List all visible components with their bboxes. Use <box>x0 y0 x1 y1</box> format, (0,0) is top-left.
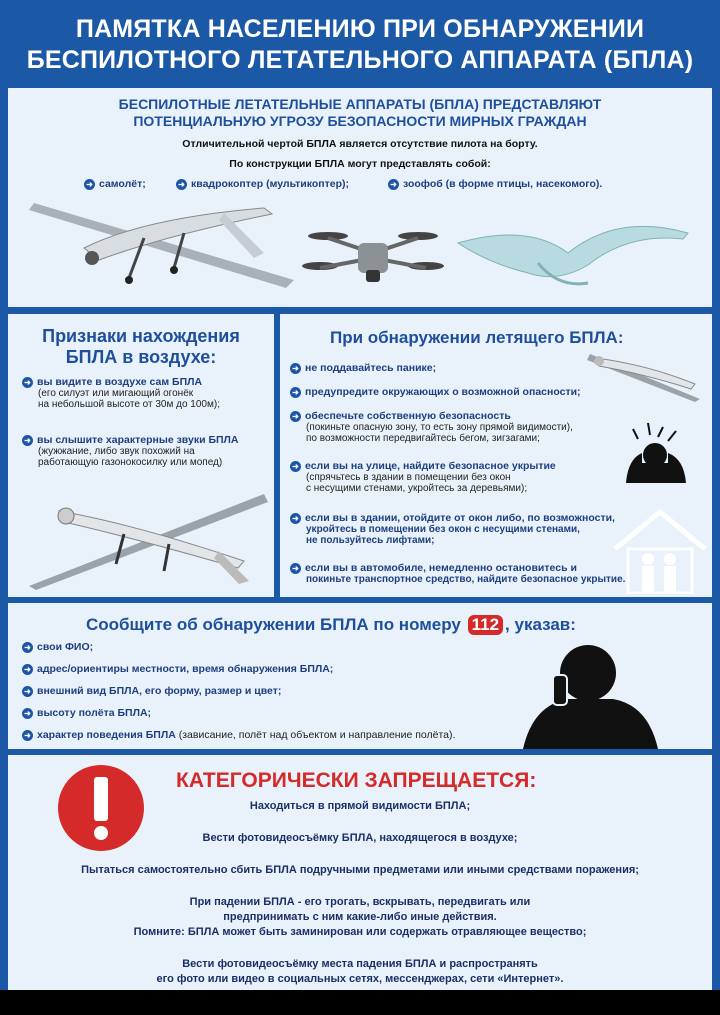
forbidden-line-5: предпринимать с ним какие-либо иные действия. <box>223 911 497 923</box>
intro-heading: БЕСПИЛОТНЫЕ ЛЕТАТЕЛЬНЫЕ АППАРАТЫ (БПЛА) ПРЕДСТАВЛЯЮТ ПОТЕНЦИАЛЬНУЮ УГРОЗУ БЕЗОПАСНОСТИ МИРНЫХ ГРАЖДАН <box>118 96 602 129</box>
intro-line-1: Отличительной чертой БПЛА является отсутствие пилота на борту. <box>182 138 538 150</box>
flying-item-3: ➜ обеспечьте собственную безопасность (покиньте опасную зону, то есть зону прямой видимости), по возможности передвигайтесь бегом, зигзагами; <box>290 410 620 444</box>
flying-item-5: ➜ если вы в здании, отойдите от окон либо, по возможности, укройтесь в помещении без окон с несущими стенами, не пользуйтесь лифтами; <box>290 512 670 546</box>
arrow-bullet-icon: ➜ <box>84 179 95 190</box>
arrow-bullet-icon: ➜ <box>22 708 33 719</box>
arrow-bullet-icon: ➜ <box>22 664 33 675</box>
intro-panel <box>8 88 712 307</box>
arrow-bullet-icon: ➜ <box>290 461 301 472</box>
forbidden-line-2: Вести фотовидеосъёмку БПЛА, находящегося в воздухе; <box>202 832 518 844</box>
report-item-3: ➜ внешний вид БПЛА, его форму, размер и цвет; <box>22 685 281 697</box>
report-item-1: ➜ свои ФИО; <box>22 641 93 653</box>
forbidden-panel <box>8 755 712 990</box>
flying-item-2: ➜ предупредите окружающих о возможной опасности; <box>290 386 620 398</box>
sign-item-1: ➜ вы видите в воздухе сам БПЛА (его силуэт или мигающий огонёк на небольшой высоте от 30м до 100м); <box>22 376 272 410</box>
phone-caller-icon <box>513 633 663 749</box>
quadcopter-drone-image <box>298 218 448 298</box>
arrow-bullet-icon: ➜ <box>22 686 33 697</box>
forbidden-line-7: Вести фотовидеосъёмку места падения БПЛА и распространять <box>182 958 538 970</box>
small-drone-image <box>585 344 705 404</box>
arrow-bullet-icon: ➜ <box>290 513 301 524</box>
forbidden-heading: КАТЕГОРИЧЕСКИ ЗАПРЕЩАЕТСЯ: <box>176 769 537 792</box>
forbidden-line-1: Находиться в прямой видимости БПЛА; <box>249 800 471 812</box>
arrow-bullet-icon: ➜ <box>388 179 399 190</box>
bird-drone-image <box>448 203 698 293</box>
report-heading: Сообщите об обнаружении БПЛА по номеру 112 , указав: <box>86 615 576 634</box>
flying-item-6: ➜ если вы в автомобиле, немедленно остановитесь и покиньте транспортное средство, найдите безопасное укрытие. <box>290 562 710 585</box>
flying-item-1: ➜ не поддавайтесь панике; <box>290 362 590 374</box>
phone-number-badge: 112 <box>468 615 503 635</box>
arrow-bullet-icon: ➜ <box>290 411 301 422</box>
arrow-bullet-icon: ➜ <box>22 377 33 388</box>
forbidden-line-8: его фото или видео в социальных сетях, мессенджерах, сети «Интернет». <box>156 973 564 985</box>
page-title: ПАМЯТКА НАСЕЛЕНИЮ ПРИ ОБНАРУЖЕНИИ БЕСПИЛОТНОГО ЛЕТАТЕЛЬНОГО АППАРАТА (БПЛА) <box>26 15 694 74</box>
type-airplane: ➜ самолёт; <box>84 178 146 190</box>
report-item-5: ➜ характер поведения БПЛА (зависание, полёт над объектом и направление полёта). <box>22 729 455 741</box>
forbidden-line-3: Пытаться самостоятельно сбить БПЛА подручными предметами или иными средствами поражения; <box>81 864 639 876</box>
forbidden-line-6: Помните: БПЛА может быть заминирован или содержать отравляющее вещество; <box>133 926 587 938</box>
sign-item-2: ➜ вы слышите характерные звуки БПЛА (жужжание, либо звук похожий на работающую газонокосилку или мопед) <box>22 434 272 468</box>
flying-heading: При обнаружении летящего БПЛА: <box>330 328 624 347</box>
signs-heading: Признаки нахождения БПЛА в воздухе: <box>42 326 240 367</box>
family-house-icon <box>610 504 710 594</box>
predator-drone-image <box>24 486 269 591</box>
panic-person-icon <box>618 419 693 484</box>
arrow-bullet-icon: ➜ <box>290 563 301 574</box>
arrow-bullet-icon: ➜ <box>290 387 301 398</box>
report-panel <box>8 603 712 749</box>
report-item-4: ➜ высоту полёта БПЛА; <box>22 707 151 719</box>
arrow-bullet-icon: ➜ <box>290 363 301 374</box>
intro-line-2: По конструкции БПЛА могут представлять собой: <box>229 158 491 170</box>
arrow-bullet-icon: ➜ <box>22 642 33 653</box>
arrow-bullet-icon: ➜ <box>22 435 33 446</box>
type-zoofob: ➜ зоофоб (в форме птицы, насекомого). <box>388 178 602 190</box>
flying-item-4: ➜ если вы на улице, найдите безопасное укрытие (спрячьтесь в здании в помещении без окон с несущими стенами, укройтесь за деревьями); <box>290 460 620 494</box>
type-quadcopter: ➜ квадрокоптер (мультикоптер); <box>176 178 349 190</box>
report-item-2: ➜ адрес/ориентиры местности, время обнаружения БПЛА; <box>22 663 333 675</box>
arrow-bullet-icon: ➜ <box>176 179 187 190</box>
forbidden-line-4: При падении БПЛА - его трогать, вскрывать, передвигать или <box>189 896 531 908</box>
airplane-drone-image <box>24 188 304 298</box>
signs-panel <box>8 314 274 597</box>
arrow-bullet-icon: ➜ <box>22 730 33 741</box>
flying-panel <box>280 314 712 597</box>
